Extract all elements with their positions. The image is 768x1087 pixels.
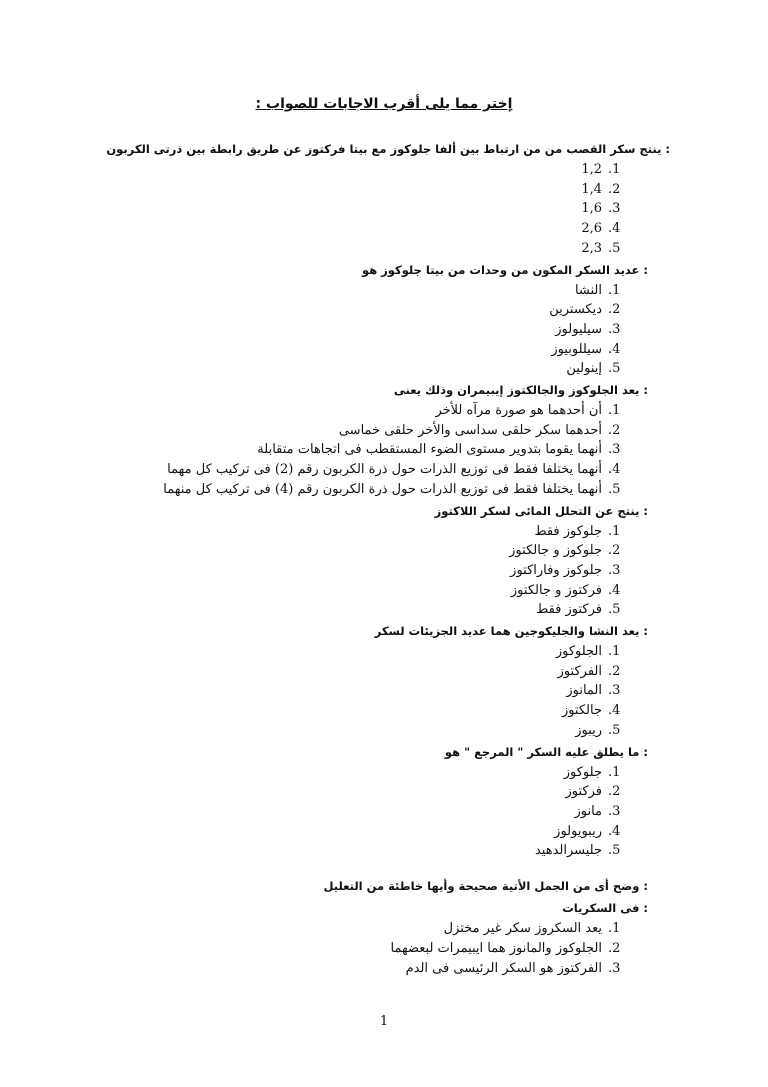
- question-2: [88, 259, 648, 380]
- page-number: 1: [379, 1014, 389, 1029]
- option-text: النشا: [574, 282, 602, 298]
- option-text: ريبويولوز: [554, 823, 602, 839]
- option-number: .5: [608, 481, 621, 497]
- option-item: [88, 561, 626, 581]
- option-item: [88, 239, 626, 259]
- question-1: [88, 138, 670, 259]
- option-number: .3: [608, 321, 621, 337]
- option-number: .3: [608, 562, 621, 578]
- option-item: [88, 522, 626, 542]
- option-item: [88, 199, 626, 219]
- option-item: [88, 822, 626, 842]
- option-item: [88, 460, 626, 480]
- option-number: .4: [608, 703, 621, 719]
- option-number: .2: [608, 784, 621, 800]
- statement-item: [88, 919, 626, 939]
- option-number: .3: [608, 803, 621, 819]
- option-item: [88, 581, 626, 601]
- option-item: [88, 180, 626, 200]
- statement-text: يعد السكروز سكر غير مختزل: [443, 921, 602, 937]
- option-item: [88, 401, 626, 421]
- option-number: .4: [608, 221, 621, 237]
- option-text: 2,3: [581, 240, 602, 256]
- question-3: [88, 379, 648, 500]
- option-text: أن أحدهما هو صورة مرآه للأخر: [435, 403, 602, 419]
- option-text: جالكتوز: [561, 703, 602, 719]
- option-item: [88, 219, 626, 239]
- option-text: سيللوبيوز: [551, 341, 602, 357]
- options-list: [88, 281, 648, 380]
- option-text: 2,6: [581, 221, 602, 237]
- question-text: : يعد الجلوكوز والجالكتوز إيبيمران وذلك يعنى: [393, 383, 648, 398]
- option-item: [88, 662, 626, 682]
- option-number: .3: [608, 442, 621, 458]
- option-item: [88, 300, 626, 320]
- option-number: .2: [608, 543, 621, 559]
- option-item: [88, 541, 626, 561]
- option-number: .2: [608, 302, 621, 318]
- option-number: .1: [608, 403, 621, 419]
- option-number: .2: [608, 181, 621, 197]
- option-item: [88, 802, 626, 822]
- question-text: : عديد السكر المكون من وحدات من بيتا جلوكوز هو: [361, 262, 648, 277]
- option-item: [88, 359, 626, 379]
- option-item: [88, 701, 626, 721]
- question-text: : ينتج عن التحلل المائى لسكر اللاكتوز: [434, 503, 648, 518]
- question-6: [88, 741, 648, 862]
- option-text: سيليولوز: [555, 321, 602, 337]
- option-number: .4: [608, 462, 621, 478]
- option-number: .3: [608, 683, 621, 699]
- statement-item: [88, 959, 626, 979]
- questions-body: [88, 138, 670, 978]
- option-number: .4: [608, 341, 621, 357]
- page-title: : إختر مما يلى أقرب الاجابات للصواب: [255, 96, 513, 112]
- option-item: [88, 320, 626, 340]
- option-item: [88, 340, 626, 360]
- option-number: .5: [608, 722, 621, 738]
- statement-item: [88, 939, 626, 959]
- options-list: [88, 522, 648, 621]
- option-text: جلوكوز وفاراكتوز: [510, 562, 602, 578]
- option-number: .1: [608, 282, 621, 298]
- option-number: .5: [608, 843, 621, 859]
- statement-text: الجلوكوز والمانوز هما ايبيمرات لبعضهما: [390, 940, 602, 956]
- options-list: [88, 642, 648, 741]
- option-number: .3: [608, 201, 621, 217]
- option-text: 1,6: [581, 201, 602, 217]
- option-text: جلوكوز: [563, 764, 602, 780]
- options-list: [88, 160, 648, 259]
- option-number: .1: [608, 764, 621, 780]
- option-text: أنهما يقوما بتدوير مستوى الضوء المستقطب فى اتجاهات متقابلة: [257, 442, 602, 458]
- option-text: المانوز: [566, 683, 602, 699]
- option-item: [88, 600, 626, 620]
- option-text: إينولين: [566, 361, 602, 377]
- option-item: [88, 642, 626, 662]
- option-text: ديكسترين: [549, 302, 602, 318]
- option-number: .1: [608, 162, 621, 177]
- option-text: الفركتوز: [557, 663, 602, 679]
- option-text: مانوز: [574, 803, 602, 819]
- option-text: جلوكوز و جالكتوز: [509, 543, 602, 559]
- option-text: 1,4: [581, 181, 602, 197]
- question-text: : ما يطلق عليه السكر " المرجع " هو: [444, 744, 648, 759]
- option-item: [88, 681, 626, 701]
- question-text: : يعد النشا والجليكوجين هما عديد الجزيئات لسكر: [374, 624, 648, 639]
- option-number: .1: [608, 644, 621, 660]
- statement-text: الفركتوز هو السكر الرئيسى فى الدم: [405, 960, 602, 976]
- option-text: جلوكوز فقط: [534, 523, 602, 539]
- question-5: [88, 620, 648, 741]
- option-item: [88, 782, 626, 802]
- option-item: [88, 721, 626, 741]
- option-item: [88, 160, 626, 180]
- option-text: فركتوز و جالكتوز: [510, 582, 602, 598]
- statement-number: .1: [608, 921, 621, 937]
- statement-number: .2: [608, 940, 621, 956]
- option-text: ريبوز: [575, 722, 602, 738]
- section-true-false: [88, 875, 648, 978]
- option-number: .5: [608, 602, 621, 618]
- statements-list: [88, 919, 648, 978]
- option-text: أنهما يختلفا فقط فى توزيع الذرات حول ذرة الكربون رقم (2) فى تركيب كل مهما: [167, 462, 602, 478]
- option-text: فركتوز فقط: [536, 602, 602, 618]
- section-spacer: [88, 861, 648, 875]
- option-text: أحدهما سكر حلقى سداسى والأخر حلقى خماسى: [338, 422, 602, 438]
- option-text: 1,2: [581, 162, 602, 177]
- question-text: : ينتج سكر القصب من من ارتباط بين ألفا جلوكوز مع بيتا فركتوز عن طريق رابطة بين ذرتى الكربون: [106, 142, 670, 156]
- option-number: .5: [608, 240, 621, 256]
- statement-number: .3: [608, 960, 621, 976]
- section-heading: : وضح أى من الجمل الأتية صحيحة وأيها خاطئة من التعليل: [323, 879, 648, 894]
- option-number: .4: [608, 823, 621, 839]
- options-list: [88, 401, 648, 500]
- option-text: الجلوكوز: [555, 644, 602, 660]
- question-4: [88, 500, 648, 621]
- option-item: [88, 841, 626, 861]
- option-item: [88, 763, 626, 783]
- option-item: [88, 281, 626, 301]
- option-number: .2: [608, 422, 621, 438]
- option-item: [88, 440, 626, 460]
- option-text: جليسرالدهيد: [534, 843, 602, 859]
- option-number: .1: [608, 523, 621, 539]
- options-list: [88, 763, 648, 862]
- option-text: أنهما يختلفا فقط فى توزيع الذرات حول ذرة الكربون رقم (4) فى تركيب كل منهما: [163, 481, 602, 497]
- option-number: .2: [608, 663, 621, 679]
- option-number: .4: [608, 582, 621, 598]
- option-item: [88, 480, 626, 500]
- section-subheading: : فى السكريات: [562, 901, 648, 916]
- option-item: [88, 421, 626, 441]
- option-text: فركتوز: [565, 784, 602, 800]
- option-number: .5: [608, 361, 621, 377]
